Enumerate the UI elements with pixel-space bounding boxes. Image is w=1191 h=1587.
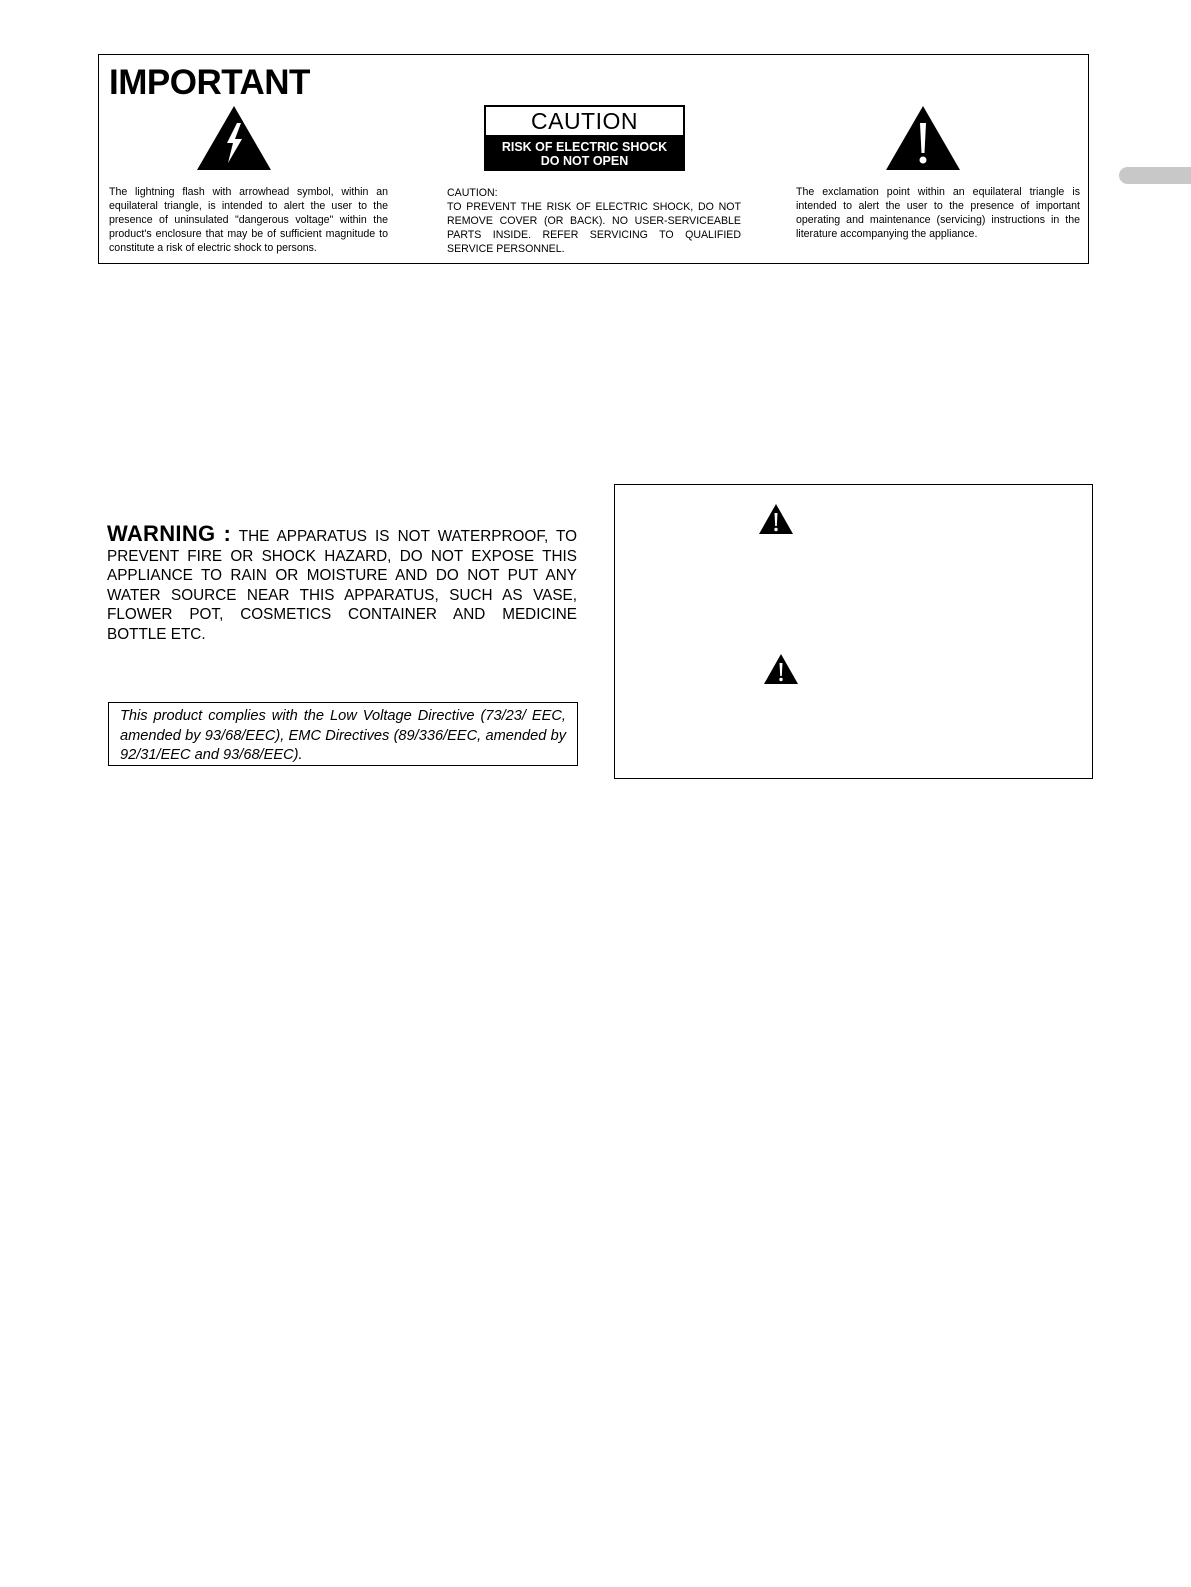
warning-triangle-icon (763, 653, 799, 685)
important-title: IMPORTANT (109, 63, 310, 102)
directive-box (108, 702, 578, 766)
lightning-triangle-icon (196, 105, 272, 171)
caution-description (447, 186, 741, 256)
exclamation-description: The exclamation point within an equilateral triangle is intended to alert the user to the presence of important operating and maintenance (servicing) instructions in the literature accompanying the appliance. (796, 186, 1080, 240)
caution-label-line1: RISK OF ELECTRIC SHOCK (501, 140, 668, 154)
symbol-box (614, 484, 1093, 779)
caution-label-bottom (486, 137, 683, 171)
warning-colon: : (223, 521, 231, 546)
warning-triangle-icon (758, 503, 794, 535)
warning-label: WARNING (107, 521, 216, 546)
caution-label (484, 105, 685, 171)
exclamation-triangle-icon (885, 105, 961, 171)
warning-paragraph (107, 521, 578, 644)
important-box (98, 54, 1089, 264)
side-tab (1119, 167, 1191, 184)
caution-body: TO PREVENT THE RISK OF ELECTRIC SHOCK, DO NOT REMOVE COVER (OR BACK). NO USER-SERVICEABLE PARTS INSIDE. REFER SERVICING TO QUALIFIED SERVICE PERSONNEL. (447, 201, 741, 255)
lightning-description: The lightning flash with arrowhead symbol, within an equilateral triangle, is intended to alert the user to the presence of uninsulated "dangerous voltage" within the product's enclosure that may be of sufficient magnitude to constitute a risk of electric shock to persons. (109, 186, 388, 254)
caution-heading: CAUTION: (447, 187, 498, 199)
caution-label-line2: DO NOT OPEN (540, 154, 629, 168)
warning-text: THE APPARATUS IS NOT WATERPROOF, TO PREVENT FIRE OR SHOCK HAZARD, DO NOT EXPOSE THIS APPLIANCE TO RAIN OR MOISTURE AND DO NOT PUT ANY WATER SOURCE NEAR THIS APPARATUS, SUCH AS VASE, FLOWER POT, COSMETICS CONTAINER AND MEDICINE BOTTLE ETC. (107, 528, 578, 643)
caution-label-top: CAUTION (486, 107, 683, 137)
directive-text: This product complies with the Low Voltage Directive (73/23/ EEC, amended by 93/68/EEC), EMC Directives (89/336/EEC, amended by 92/31/EEC and 93/68/EEC). (120, 708, 566, 763)
